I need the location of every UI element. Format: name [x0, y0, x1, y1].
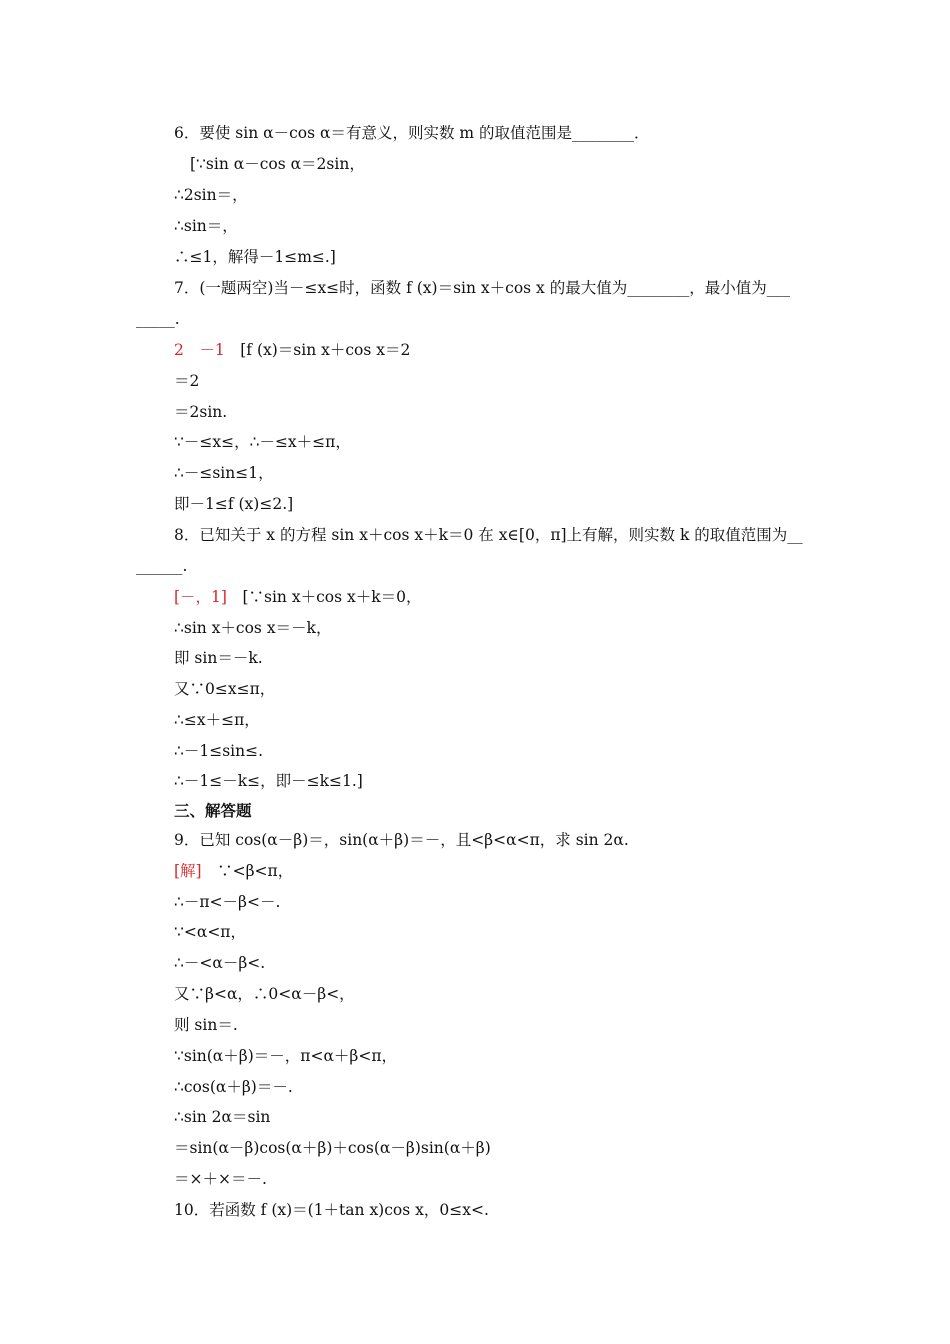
q9-solution-line: 则 sin＝. [174, 1016, 238, 1034]
section-heading: 三、解答题 [174, 801, 252, 820]
q10-stem: 10．若函数 f (x)＝(1＋tan x)cos x，0≤x<. [174, 1201, 489, 1219]
q9-solution-line: ∵sin(α＋β)＝－，π<α＋β<π， [174, 1047, 398, 1065]
q8-solution-line: 又∵0≤x≤π， [174, 680, 276, 698]
q9-solution-line: 又∵β<α，∴0<α－β<， [174, 985, 355, 1003]
q8-solution-line: ∴－1≤－k≤，即－≤k≤1.] [174, 772, 363, 790]
q8-stem: 8．已知关于 x 的方程 sin x＋cos x＋k＝0 在 x∈[0，π]上有解，则实数 k 的取值范围为__ [174, 526, 803, 544]
q8-solution-line: ∴sin x＋cos x＝－k， [174, 619, 332, 637]
q8-answer: [－，1] [174, 588, 227, 606]
q9-solution-line: ＝×＋×＝－. [174, 1170, 267, 1188]
q7-stem-cont: _____. [136, 310, 180, 328]
q7-answer: 2 －1 [174, 341, 225, 359]
q9-solution-line: ∵<α<π， [174, 923, 246, 941]
q9-solution-line: ∴－π<－β<－. [174, 893, 281, 911]
q9-solution-line: ∴－<α－β<. [174, 954, 266, 972]
q6-solution-line: ∴2sin＝， [174, 186, 248, 204]
q8-solution-line: ∴≤x＋≤π， [174, 711, 260, 729]
q6-stem: 6．要使 sin α－cos α＝有意义，则实数 m 的取值范围是________． [174, 124, 650, 142]
q7-solution-line: ∴－≤sin≤1， [174, 464, 274, 482]
q7-solution-line: ＝2sin. [174, 403, 228, 421]
q9-stem: 9．已知 cos(α－β)＝，sin(α＋β)＝－，且<β<α<π，求 sin 2α. [174, 831, 629, 849]
q9-solution-line: [解] ∵<β<π， [174, 862, 294, 880]
q8-solution-line: 即 sin＝－k. [174, 649, 263, 667]
q7-stem: 7．(一题两空)当－≤x≤时，函数 f (x)＝sin x＋cos x 的最大值为________，最小值为___ [174, 279, 790, 297]
q6-solution-line: ∴sin＝， [174, 217, 238, 235]
q7-solution-line: 即－1≤f (x)≤2.] [174, 495, 294, 513]
q6-solution-line: ∴≤1，解得－1≤m≤.] [174, 248, 336, 266]
q6-solution-line: [∵sin α－cos α＝2sin， [190, 155, 365, 173]
solution-label: [解] [174, 862, 202, 880]
q9-solution-line: ∴cos(α＋β)＝－. [174, 1078, 293, 1096]
q7-solution-line: ∵－≤x≤，∴－≤x＋≤π， [174, 433, 351, 451]
q8-stem-cont: ______. [136, 557, 188, 575]
q9-solution-line: ∴sin 2α＝sin [174, 1108, 271, 1126]
q9-solution-line: ＝sin(α－β)cos(α＋β)＋cos(α－β)sin(α＋β) [174, 1139, 491, 1157]
q8-solution-line: [－，1] [∵sin x＋cos x＋k＝0， [174, 588, 422, 606]
q7-solution-line: ＝2 [174, 372, 200, 390]
q8-solution-line: ∴－1≤sin≤. [174, 742, 264, 760]
q7-solution-line: 2 －1 [f (x)＝sin x＋cos x＝2 [174, 341, 411, 359]
